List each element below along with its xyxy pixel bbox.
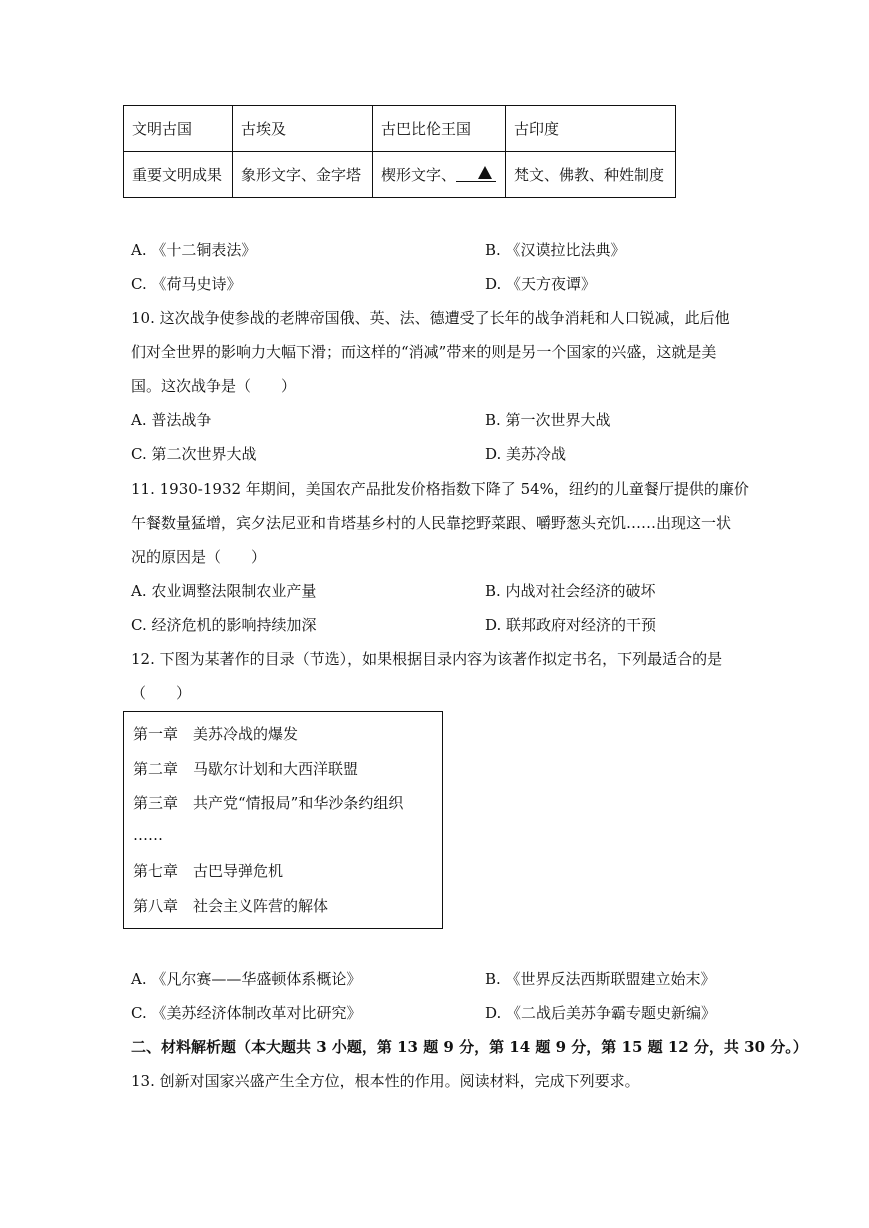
- toc-item: 第八章 社会主义阵营的解体: [133, 897, 329, 915]
- q11-option-b: B. 内战对社会经济的破坏: [485, 582, 656, 600]
- table-cell-text: 楔形文字、: [381, 166, 457, 184]
- q11-option-d: D. 联邦政府对经济的干预: [485, 616, 657, 634]
- toc-item: 第七章 古巴导弹危机: [133, 862, 284, 880]
- table-cell: 梵文、佛教、种姓制度: [506, 152, 676, 198]
- q12-option-d: D. 《二战后美苏争霸专题史新编》: [485, 1004, 717, 1022]
- q11-option-a: A. 农业调整法限制农业产量: [131, 582, 317, 600]
- q12-option-b: B. 《世界反法西斯联盟建立始末》: [485, 970, 716, 988]
- q12-stem-line: 12. 下图为某著作的目录（节选），如果根据目录内容为该著作拟定书名，下列最适合的是: [131, 650, 723, 668]
- q9-option-a: A. 《十二铜表法》: [131, 241, 257, 259]
- q10-stem-line: 国。这次战争是（ ）: [131, 377, 297, 395]
- answer-blank: [456, 165, 496, 182]
- q10-option-d: D. 美苏冷战: [485, 445, 567, 463]
- q9-option-b: B. 《汉谟拉比法典》: [485, 241, 626, 259]
- q11-stem-line: 况的原因是（ ）: [131, 548, 267, 566]
- section-heading: 二、材料解析题（本大题共 3 小题，第 13 题 9 分，第 14 题 9 分，第 15 题 12 分，共 30 分。）: [131, 1038, 808, 1056]
- triangle-icon: [478, 166, 492, 179]
- q9-option-d: D. 《天方夜谭》: [485, 275, 597, 293]
- table-row: [124, 152, 676, 198]
- table-cell: 重要文明成果: [124, 152, 233, 198]
- q10-option-c: C. 第二次世界大战: [131, 445, 257, 463]
- toc-item: 第三章 共产党“情报局”和华沙条约组织: [133, 794, 404, 812]
- q12-option-c: C. 《美苏经济体制改革对比研究》: [131, 1004, 362, 1022]
- q12-option-a: A. 《凡尔赛——华盛顿体系概论》: [131, 970, 362, 988]
- toc-item: 第二章 马歇尔计划和大西洋联盟: [133, 760, 359, 778]
- table-of-contents-box: [123, 711, 443, 929]
- toc-item: 第一章 美苏冷战的爆发: [133, 725, 299, 743]
- table-cell: 古埃及: [233, 106, 373, 152]
- q11-option-c: C. 经济危机的影响持续加深: [131, 616, 317, 634]
- q10-stem-line: 10. 这次战争使参战的老牌帝国俄、英、法、德遭受了长年的战争消耗和人口锐减，此后他: [131, 309, 730, 327]
- q10-stem-line: 们对全世界的影响力大幅下滑；而这样的“消减”带来的则是另一个国家的兴盛，这就是美: [131, 343, 717, 361]
- table-cell: 文明古国: [124, 106, 233, 152]
- q10-option-b: B. 第一次世界大战: [485, 411, 611, 429]
- table-cell: 古巴比伦王国: [373, 106, 506, 152]
- table-header-row: [124, 106, 676, 152]
- table-cell: 象形文字、金字塔: [233, 152, 373, 198]
- q11-stem-line: 11. 1930-1932 年期间，美国农产品批发价格指数下降了 54%，纽约的儿童餐厅提供的廉价: [131, 480, 749, 498]
- table-cell: 古印度: [506, 106, 676, 152]
- toc-ellipsis: ……: [133, 826, 163, 844]
- table-cell: [373, 152, 506, 198]
- civilization-table: [123, 105, 676, 198]
- q11-stem-line: 午餐数量猛增，宾夕法尼亚和肯塔基乡村的人民靠挖野菜跟、嚼野葱头充饥……出现这一状: [131, 514, 732, 532]
- q10-option-a: A. 普法战争: [131, 411, 212, 429]
- q9-option-c: C. 《荷马史诗》: [131, 275, 242, 293]
- q12-stem-line: （ ）: [131, 684, 192, 702]
- q13-stem: 13. 创新对国家兴盛产生全方位，根本性的作用。阅读材料，完成下列要求。: [131, 1072, 640, 1090]
